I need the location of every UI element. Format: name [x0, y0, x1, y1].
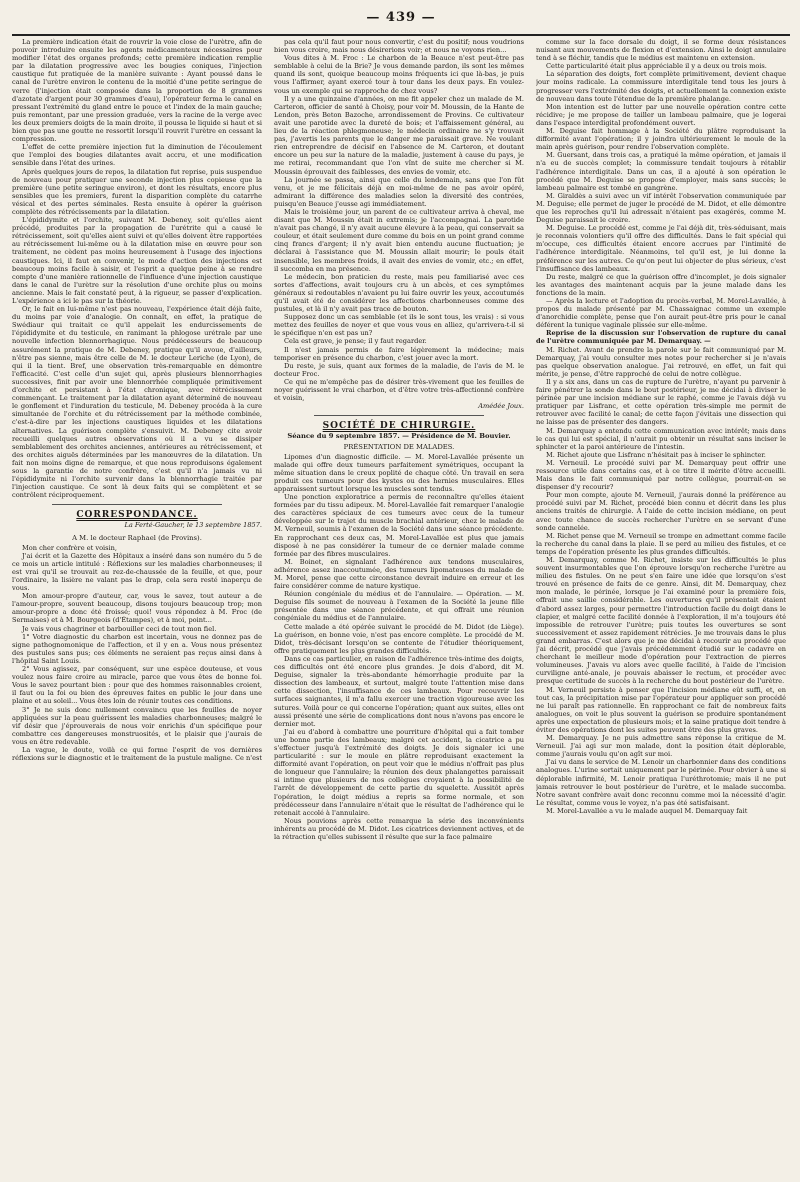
paragraph: La séparation des doigts, fort complète primitivement, devient chaque jour moins radicale. La commissure interdigitale tend tous les jours à progresser vers l'extrémité des doigts, et actuellement la connexion existe de nouveau dans toute l'étendue de la première phalange.: [536, 70, 786, 103]
page-header: [12, 8, 790, 38]
paragraph: Du reste, malgré ce que la guérison offre d'incomplet, je dois signaler les avantages des maintenant acquis par la jeune malade dans les fonctions de la main.: [536, 272, 786, 297]
paragraph: Dans ce cas particulier, en raison de l'adhérence très-intime des doigts, ces difficultés ont été encore plus grandes. Je dois d'abord, dit M. Deguise, signaler la très-abondante hémorrhagie produite par la dissection des lambeaux, et surtout, malgré toute l'attention mise dans cette dissection, l'insuffisance de ces lambeaux. Pour recouvrir les surfaces saignantes, il m'a fallu exercer une traction vigoureuse avec les sutures. Voilà pour ce qui concerne l'opération; quant aux suites, elles ont aussi présenté une série de complications dont nous n'avons pas encore le dernier mot.: [274, 654, 524, 728]
paragraph: Réunion congéniale du médius et de l'annulaire. — Opération. — M. Deguise fils soumet de nouveau à l'examen de la Société la jeune fille présentée dans une séance précédente, et qui offrait une réunion congéniale du médius et de l'annulaire.: [274, 590, 524, 623]
paragraph: Le médecin, bon praticien du reste, mais peu familiarisé avec ces sortes d'affections, avait toujours cru à un abcès, et ces symptômes généraux si redoutables n'avaient pu lui faire ouvrir les yeux, accoutumés qu'il avait été de considérer les affections charbonneuses comme des pustules, et là il n'y avait pas trace de bouton.: [274, 272, 524, 314]
paragraph: Lipomes d'un diagnostic difficile. — M. Morel-Lavallée présente un malade qui offre deux tumeurs parfaitement symétriques, occupant la même situation dans le creux poplité de chaque côté. Un travail en sera produit ces tumeurs pour des kystes ou des hernies musculaires. Elles apparaissent surtout lorsque les muscles sont tendus.: [274, 452, 524, 493]
paragraph: M. Demarquay a entendu cette communication avec intérêt; mais dans le cas qui lui est spécial, il n'aurait pu obtenir un résultat sans inciser le sphincter et la paroi antérieure de l'intestin.: [536, 426, 786, 451]
paragraph: M. Richet. Avant de prendre la parole sur le fait communiqué par M. Demarquay, j'ai voulu consulter mes notes pour rechercher si je n'avais pas quelque observation analogue. J'ai retrouvé, en effet, un fait qui mérite, je pense, d'être rapproché de celui de notre collègue.: [536, 345, 786, 378]
column-left: [12, 38, 262, 1176]
paragraph: 1° Votre diagnostic du charbon est incertain, vous ne donnez pas de signe pathognomonique de l'affection, et il y en a. Vous nous présentez des pustules sans pus; ces éléments ne seraient pas reçus ainsi dans à l'hôpital Saint Louis.: [12, 632, 262, 665]
paragraph: Il y a six ans, dans un cas de rupture de l'urètre, n'ayant pu parvenir à faire pénétrer la sonde dans le bout postérieur, je me décidai à diviser le périnée par une incision médiane sur le raphé, comme je l'avais déjà vu pratiquer par Lisfranc, et cette opération très-simple me permit de retrouver avec facilité le canal; de cette façon j'évitais une dissection qui ne laisse pas de présenter des dangers.: [536, 377, 786, 427]
paragraph: Ce qui ne m'empêche pas de désirer très-vivement que les feuilles de noyer guérissent le vrai charbon, et d'être votre très-affectionné confrère et voisin,: [274, 377, 524, 403]
separator: [314, 415, 484, 416]
paragraph: M. Giraldès a suivi avec un vif intérêt l'observation communiquée par M. Deguise; elle permet de juger le procédé de M. Didot, et elle démontre que les reproches qu'il lui adressait n'étaient pas exagérés, comme M. Deguise paraissait le croire.: [536, 191, 786, 225]
paragraph: J'ai écrit et la Gazette des Hôpitaux a inséré dans son numéro du 5 de ce mois un article intitulé : Réflexions sur les maladies charbonneuses; il est vrai qu'il se trouvait au rez-de-chaussée de la feuille, et que, pour l'ordinaire, la lisière ne valant pas le drap, cela sera resté inaperçu de vous.: [12, 551, 262, 593]
paragraph: Vous dites à M. Froc : Le charbon de la Beauce n'est peut-être pas semblable à celui de la Brie? Je vous demande pardon, ils sont les mêmes quand ils sont, quoique beaucoup moins fréquents ici que là-bas, je puis vous l'affirmer, ayant exercé tour à tour dans les deux pays. En voulez-vous un exemple qui se rapproche de chez vous?: [274, 54, 524, 95]
paragraph: 3° Je ne suis donc nullement convaincu que les feuilles de noyer appliquées sur la peau guérissent les maladies charbonneuses; malgré le vif désir que j'éprouverais de nous voir enrichis d'un spécifique pour combattre ces dangereuses monstruosités, et le plaisir que j'aurais de vous en être redevable.: [12, 705, 262, 746]
paragraph: M. Guersant, dans trois cas, a pratiqué la même opération, et jamais il n'a eu de succès complet; la commissure tendait toujours à rétablir l'adhérence interdigitale. Dans un cas, il a ajouté à son opération le procédé que M. Deguise se propose d'employer, mais sans succès; le lambeau palmaire est tombé en gangrène.: [536, 151, 786, 192]
columns: [12, 38, 790, 1176]
paragraph: La vague, le doute, voilà ce qui forme l'esprit de vos dernières réflexions sur le diagnostic et le traitement de la pustule maligne. Ce n'est: [12, 745, 262, 763]
paragraph: Cette malade a été opérée suivant le procédé de M. Didot (de Liège). La guérison, en bonne voie, n'est pas encore complète. Le procédé de M. Didot, très-décisant lorsqu'on se contente de l'étudier théoriquement, offre pratiquement les plus grandes difficultés.: [274, 622, 524, 655]
paragraph: Nous pouvions après cette remarque la série des inconvénients inhérents au procédé de M. Didot. Les cicatrices deviennent actives, et de la rétraction qu'elles subissent il résulte que sur la face palmaire: [274, 816, 524, 841]
paragraph: — Après la lecture et l'adoption du procès-verbal, M. Morel-Lavallée, à propos du malade présenté par M. Chassaignac comme un exemple d'anorchidie complète, pense que l'on aurait peut-être pris pour le canal déférent la tunique vaginale plissée sur elle-même.: [536, 297, 786, 330]
letter-addressee: A M. le docteur Raphael (de Provins).: [72, 533, 202, 542]
paragraph: M. Deguise. Le procédé est, comme je l'ai déjà dit, très-séduisant, mais je reconnais volontiers qu'il offre des difficultés. Dans le fait spécial qui m'occupe, ces difficultés étaient encore accrues par l'intimité de l'adhérence interdigitale. Néanmoins, tel qu'il est, je lui donne la préférence sur les autres. Ce qu'on peut lui objecter de plus sérieux, c'est l'insuffisance des lambeaux.: [536, 224, 786, 273]
paragraph: L'épididymite et l'orchite, suivant M. Debeney, soit qu'elles aient précédé, produites par la propagation de l'urétrite qui a causé le rétrécissement, soit qu'elles aient suivi et qu'elles doivent être rapportées au rétrécissement lui-même ou à la dilatation mise en œuvre pour son traitement, ne cèdent pas moins heureusement à l'usage des injections caustiques. Ici, il faut en convenir, le mode d'action des injections est beaucoup moins facile à saisir, et l'esprit a quelque peine à se rendre compte d'une manière rationnelle de l'influence d'une injection caustique dans le canal de l'urètre sur la résolution d'une orchite plus ou moins ancienne. Mais le fait constaté peut, à la rigueur, se passer d'explication. L'expérience a ici le pas sur la théorie.: [12, 216, 262, 305]
paragraph: Il y a une quinzaine d'années, on me fit appeler chez un malade de M. Carteron, officier de santé à Choisy, pour voir M. Moussin, de la Hante de Lendon, près Beton Bazoche, arrondissement de Provins. Ce cultivateur avait une parotide avec la dureté de bois; et l'affaissement général, au lieu de la réaction phlegmoneuse; le médecin ordinaire ne s'y trouvait pas, j'avertis les parents que le danger me paraissait grave. Ne voulant rien entreprendre de décisif en l'absence de M. Carteron, et doutant encore un peu sur la nature de la maladie, justement à cause du pays, je me retirai, recommandant que l'on vînt de suite me chercher si M. Moussin éprouvait des faiblesses, des envies de vomir, etc.: [274, 94, 524, 176]
column-right: [536, 38, 786, 1176]
paragraph: La journée se passa, ainsi que celle du lendemain, sans que l'on fût venu, et je me félicitais déjà en moi-même de ne pas avoir opéré, admirant la différence des maladies selon la diversité des contrées, puisqu'en Beauce j'eusse agi immédiatement.: [274, 175, 524, 208]
paragraph: M. Verneuil persiste à penser que l'incision médiane eût suffi, et, en tout cas, la précipitation mise par l'opérateur pour appliquer son procédé ne lui paraît pas rationnelle. En rapprochant ce fait de nombreux faits analogues, on voit le plus souvent la guérison se produire spontanément après une expectation de plusieurs mois; et la saine pratique doit tendre à éviter des opérations dont les suites peuvent être des plus graves.: [536, 685, 786, 734]
paragraph: Cela est grave, je pense; il y faut regarder.: [284, 337, 427, 346]
paragraph: Une ponction exploratrice a permis de reconnaître qu'elles étaient formées par du tissu adipeux. M. Morel-Lavallée fait remarquer l'analogie des caractères spéciaux de ces tumeurs avec ceux de la tumeur développée sur le trajet du muscle brachial antérieur, chez le malade de M. Verneuil, soumis à l'examen de la Société dans une séance précédente. En rapprochant ces deux cas, M. Morel-Lavallée est plus que jamais disposé à ne pas considérer la tumeur de ce dernier malade comme formée par des fibres musculaires.: [274, 493, 524, 558]
paragraph: J'ai vu dans le service de M. Lenoir un charbonnier dans des conditions analogues. L'urine sortait uniquement par le périnée. Pour obvier à une si déplorable infirmité, M. Lenoir pratiqua l'uréthrotomie; mais il ne put jamais retrouver le bout postérieur de l'urètre, et le malade succomba. Notre savant confrère avait donc reconnu comme moi la nécessité d'agir. Le résultat, comme vous le voyez, n'a pas été satisfaisant.: [536, 758, 786, 807]
paragraph: Or, le fait en lui-même n'est pas nouveau, l'expérience était déjà faite, du moins par voie d'analogie. On connaît, en effet, la pratique de Swédiaur qui traitait ce qu'il appelait les endurcissements de l'épididymite et du testicule, en ranimant la phlogose urétrale par une nouvelle infection blennorrhagique. Nous prédécesseurs de beaucoup assurément la pratique de M. Debeney, pratique qu'il avoue, d'ailleurs, n'être pas sienne, mais être celle de M. le docteur Leriche (de Lyon), de qui il la tient. Bref, une observation très-remarquable en démontre l'efficacité. C'est celle d'un sujet qui, après plusieurs blennorrhagies successives, finit par avoir une blennorrhée compliquée primitivement d'orchite et persistant à l'état chronique, avec rétrécissement commençant. Le traitement par la dilatation ayant déterminé de nouveau le gonflement et l'induration du testicule, M. Debeney procéda à la cure simultanée de l'orchite et du rétrécissement par la méthode combinée, c'est-à-dire par les injections caustiques liquides et les dilatations alternatives. La guérison complète s'ensuivit. M. Debeney cite avoir recueilli quelques autres observations où il a vu se dissiper semblablement des orchites anciennes, antérieures au rétrécissement, et des orchites aiguës déterminées par les manœuvres de la dilatation. Un fait non moins digne de remarque, et que nous reproduisons également sous la garantie de notre confrère, c'est qu'il n'a jamais vu ni l'épididymite ni l'orchite survenir dans la blennorrhagie traitée par l'injection caustique. Ce sont là deux faits qui se complètent et se contrôlent réciproquement.: [12, 305, 262, 500]
paragraph: M. Verneuil. Le procédé suivi par M. Demarquay peut offrir une ressource utile dans certains cas, et à ce titre il mérite d'être accueilli. Mais dans le fait communiqué par notre collègue, pourrait-on se dispenser d'y recourir?: [536, 458, 786, 492]
paragraph: Mon amour-propre d'auteur, car, vous le savez, tout auteur a de l'amour-propre, souvent beaucoup, disons toujours beaucoup trop; mon amour-propre a donc été froissé; quoi! vous répondez à M. Froc (de Sermaises) et à M. Bourgeois (d'Étampes), et à moi, point...: [12, 592, 262, 625]
paragraph: Du reste, je suis, quant aux formes de la maladie, de l'avis de M. le docteur Froc.: [274, 361, 524, 378]
paragraph: Je vais vous chagriner et barbouiller ceci de tout mon fiel.: [22, 624, 217, 633]
subheading-presentation: PRÉSENTATION DE MALADES.: [343, 442, 455, 451]
paragraph: L'effet de cette première injection fut la diminution de l'écoulement que l'emploi des bougies dilatantes avait accru, et une modification sensible dans l'état des urines.: [12, 143, 262, 168]
paragraph: Mais le troisième jour, un parent de ce cultivateur arriva à cheval, me disant que M. Moussin était in extremis; je l'accompagnai. La parotide n'avait pas changé, il n'y avait aucune élevure à la peau, qui conservait sa couleur, et était seulement dure comme du bois en un point grand comme cinq francs d'argent; il n'y avait bien entendu aucune fluctuation; je déclarai à l'assistance que M. Moussin allait mourir; le pouls était insensible, les membres froids, il avait des envies de vomir, etc.; en effet, il succomba en ma présence.: [274, 207, 524, 273]
column-middle: [274, 38, 524, 1176]
paragraph: Mon intention est de lutter par une nouvelle opération contre cette récidive; je me propose de tailler un lambeau palmaire, que je logerai dans l'espace interdigital profondément ouvert.: [536, 102, 786, 127]
paragraph: Supposez donc un cas semblable (et ils le sont tous, les vrais) : si vous mettez des feuilles de noyer et que vous vous en alliez, qu'arrivera-t-il si le spécifique n'en est pas un?: [274, 313, 524, 338]
paragraph: Il n'est jamais permis de faire légèrement la médecine; mais temporiser en présence du charbon, c'est jouer avec la mort.: [274, 345, 524, 362]
signature: Amédée Joux.: [478, 402, 524, 411]
letter-greeting: Mon cher confrère et voisin,: [22, 543, 117, 552]
paragraph: M. Boinet, en signalant l'adhérence aux tendons musculaires, adhérence assez inaccoutumée, des tumeurs lipomateuses du malade de M. Morel, pense que cette circonstance devrait induire en erreur et les faire considérer comme de nature kystique.: [274, 557, 524, 591]
paragraph: M. Richet pense que M. Verneuil se trompe en admettant comme facile la recherche du canal dans la plaie. Il se perd au milieu des fistules, et ce temps de l'opération présente les plus grandes difficultés.: [536, 531, 786, 556]
header-rule: [12, 34, 790, 36]
page-number: — 439 —: [366, 10, 436, 25]
paragraph: 2° Vous agissez, par conséquent, sur une espèce douteuse, et vous voulez nous faire croire au miracle, parce que vous êtes de bonne foi. Vous le savez pourtant bien : pour que des hommes raisonnables croient, il faut ou la foi ou bien des épreuves faites en public le jour dans une plaine et au soleil... Vous êtes loin de réunir toutes ces conditions.: [12, 665, 262, 706]
paragraph: M. Deguise fait hommage à la Société du plâtre reproduisant la difformité avant l'opération; il y joindra ultérieurement le moule de la main après guérison, pour rendre l'observation complète.: [536, 127, 786, 152]
separator: [52, 504, 222, 505]
letter-dateline: La Ferté-Gaucher, le 13 septembre 1857.: [124, 521, 262, 530]
paragraph: M. Demarquay. Je ne puis admettre sans réponse la critique de M. Verneuil. J'ai agi sur mon malade, dont la position était déplorable, comme j'aurais voulu qu'on agît sur moi.: [536, 734, 786, 759]
paragraph: M. Morel-Lavallée a vu le malade auquel M. Demarquay fait: [546, 806, 748, 815]
paragraph: M. Richet ajoute que Lisfranc n'hésitait pas à inciser le sphincter.: [546, 450, 766, 459]
section-title-societe-chirurgie: SOCIÉTÉ DE CHIRURGIE.: [322, 421, 476, 432]
paragraph: La première indication était de rouvrir la voie close de l'urètre, afin de pouvoir introduire ensuite les agents médicamenteux nécessaires pour modifier l'état des organes profonds; cette première indication remplie par la dilatation progressive avec les bougies coniques, l'injection caustique fut pratiquée de la manière suivante : Ayant poussé dans le canal de l'urètre environ le contenu de la moitié d'une petite seringue de verre (l'injection était composée dans la proportion de 8 grammes d'azotate d'argent pour 30 grammes d'eau), l'opérateur ferma le canal en pressant l'extrémité du gland entre le pouce et l'index de la main gauche; puis remontant, par une pression graduée, vers la racine de la verge avec les deux premiers doigts de la main droite, il poussa le liquide si haut et si bien que pas une goutte ne ressortit lorsqu'il rouvrit l'urètre en cessant la compression.: [12, 38, 262, 144]
paragraph: Après quelques jours de repos, la dilatation fut reprise, puis suspendue de nouveau pour pratiquer une seconde injection plus copieuse que la première (une petite seringue environ), et dont les résultats, encore plus sensibles que les premiers, furent la disparition complète du catarrhe vésical et des pertes séminales. Resta ensuite à opérer la guérison complète des rétrécissements par la dilatation.: [12, 167, 262, 216]
paragraph: Pour mon compte, ajoute M. Verneuil, j'aurais donné la préférence au procédé suivi par M. Richet, procédé bien connu et décrit dans les plus anciens traités de chirurgie. A l'aide de cette incision médiane, on peut avec toute chance de succès rechercher l'urètre en se servant d'une sonde cannelée.: [536, 491, 786, 532]
paragraph: Cette particularité était plus appréciable il y a deux ou trois mois.: [546, 62, 767, 71]
subheading-reprise: Reprise de la discussion sur l'observation de rupture du canal de l'urètre communiquée par M. Demarquay. —: [536, 329, 786, 346]
paragraph: pas cela qu'il faut pour nous convertir, c'est du positif; nous voudrions bien vous croire, mais nous désirerions voir; et nous ne voyons rien...: [274, 38, 524, 55]
seance-line: Séance du 9 septembre 1857. — Présidence de M. Bouvier.: [287, 432, 511, 441]
paragraph: comme sur la face dorsale du doigt, il se forme deux résistances nuisant aux mouvements de flexion et d'extension. Ainsi le doigt annulaire tend à se fléchir, tandis que le médius est maintenu en extension.: [536, 38, 786, 63]
section-title-correspondance: CORRESPONDANCE.: [76, 510, 198, 521]
paragraph: M. Demarquay, comme M. Richet, insiste sur les difficultés le plus souvent insurmontables que l'on éprouve lorsqu'on recherche l'urètre au milieu des fistules. On ne peut s'en faire une idée que lorsqu'on s'est trouvé en présence de faits de ce genre. Ainsi, dit M. Demarquay, chez mon malade, le périnée, lorsque je l'ai examiné pour la première fois, offrait une saillie considérable. Les ouvertures qu'il présentait étaient d'abord assez larges, pour permettre l'introduction facile du doigt dans le clapier, et malgré cette facilité donnée à l'exploration, il m'a toujours été impossible de retrouver l'urètre; puis toutes les ouvertures se sont successivement et assez rapidement rétrécies. Je me trouvais dans le plus grand embarras. C'est alors que je me décidai à recourir au procédé que j'ai décrit, procédé que j'avais précédemment étudié sur le cadavre en cherchant le meilleur mode d'opération pour l'extraction de pierres volumineuses. J'avais vu alors avec quelle facilité, à l'aide de l'incision curviligne anté-anale, je pouvais abaisser le rectum, et procéder avec presque certitude de succès à la recherche du bout postérieur de l'urètre.: [536, 556, 786, 686]
paragraph: J'ai eu d'abord à combattre une pourriture d'hôpital qui a fait tomber une bonne partie des lambeaux; malgré cet accident, la cicatrice a pu s'effectuer jusqu'à l'extrémité des doigts. Je dois signaler ici une particularité : sur le moule en plâtre reproduisant exactement la difformité avant l'opération, on peut voir que le médius n'offrait pas plus de longueur que l'annulaire; la réunion des deux phalangettes paraissait si intime que plusieurs de nos collègues croyaient à la possibilité de l'arrêt de développement de cette partie du squelette. Aussitôt après l'opération, le doigt médius a repris sa forme normale, et son prédécesseur dans l'annulaire n'était que le résultat de l'adhérence qui le retenait accolé à l'annulaire.: [274, 727, 524, 817]
